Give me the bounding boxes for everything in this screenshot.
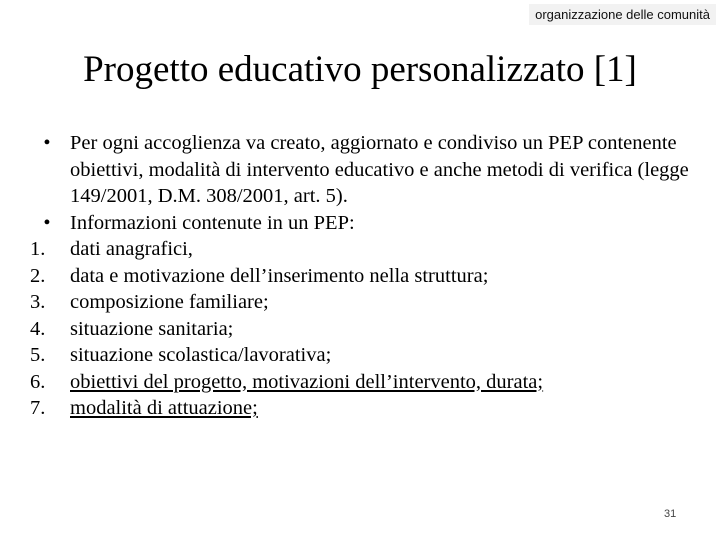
numbered-item [30,289,700,316]
numbered-item [30,342,700,369]
numbered-item [30,369,700,396]
item-text: modalità di attuazione; [70,397,258,419]
numbered-item [30,395,700,422]
item-text: data e motivazione dell’inserimento nella struttura; [70,264,489,287]
slide-number: 31 [664,508,677,520]
numbered-item [30,236,700,263]
item-number: 1. [30,238,46,260]
item-number: 2. [30,264,46,287]
item-number: 3. [30,291,46,313]
item-number: 6. [30,370,46,393]
slide-title: Progetto educativo personalizzato [1] [83,49,637,90]
item-text: composizione familiare; [70,291,269,313]
item-number: 4. [30,317,46,340]
item-number: 7. [30,397,46,419]
bullet-item [30,210,700,237]
item-text: obiettivi del progetto, motivazioni dell’intervento, durata; [70,370,544,393]
numbered-item [30,316,700,343]
bullet-icon: • [43,132,51,154]
item-text: dati anagrafici, [70,238,193,260]
item-number: 5. [30,344,46,366]
bullet-item [30,130,700,210]
bullet-text: Per ogni accoglienza va creato, aggiornato e condiviso un PEP contenente obiettivi, modalità di intervento educativo e anche metodi di verifica (legge 149/2001, D.M. 308/2001, art. 5). [70,132,689,207]
numbered-item [30,263,700,290]
item-text: situazione sanitaria; [70,317,234,340]
bullet-text: Informazioni contenute in un PEP: [70,211,355,234]
slide-body [30,130,700,422]
section-tag: organizzazione delle comunità [529,4,716,25]
item-text: situazione scolastica/lavorativa; [70,344,332,366]
bullet-icon: • [43,211,51,234]
